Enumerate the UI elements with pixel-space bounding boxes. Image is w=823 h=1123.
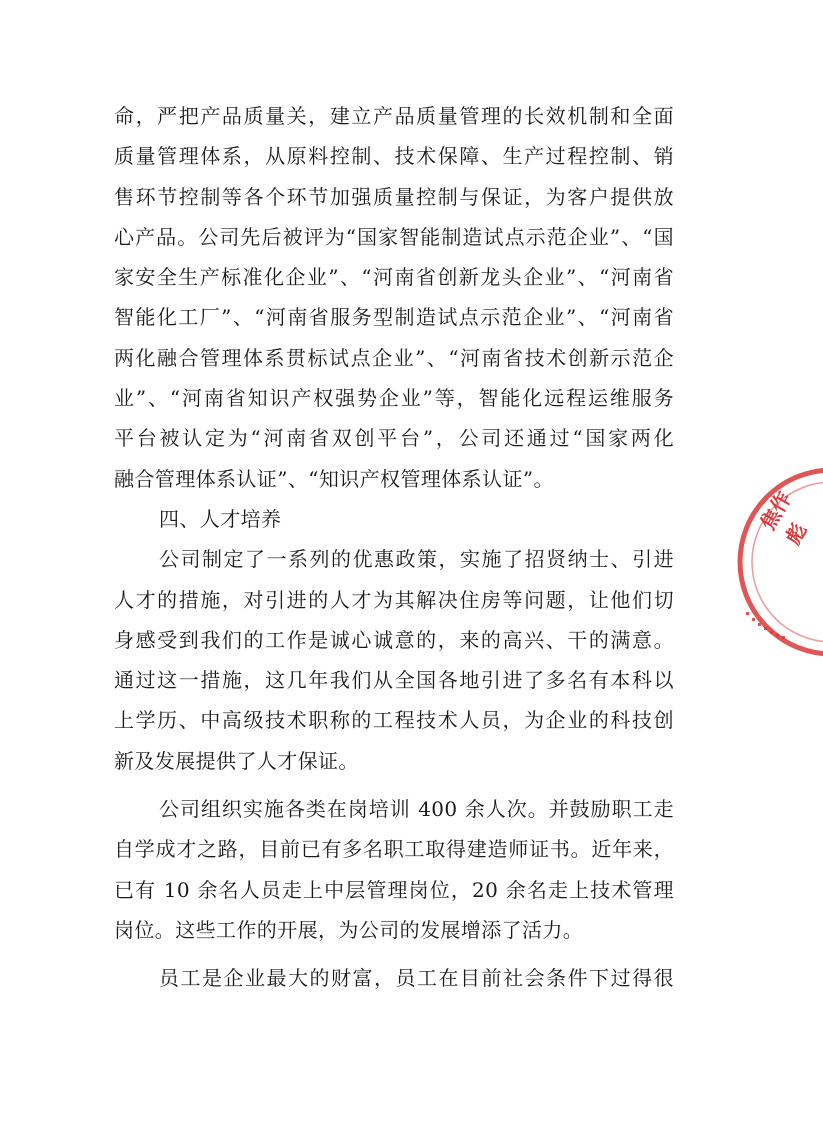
- paragraph-line: 融合管理体系认证”、“知识产权管理体系认证”。: [114, 466, 554, 491]
- paragraph-spacer: [114, 950, 674, 958]
- paragraph-line: 员工是企业最大的财富，员工在目前社会条件下过得很: [159, 966, 674, 991]
- section-heading: 四、人才培养: [159, 506, 282, 531]
- paragraph-line: 平台被认定为“河南省双创平台”，公司还通过“国家两化: [114, 426, 674, 451]
- paragraph-line: 心产品。公司先后被评为“国家智能制造试点示范企业”、“国: [114, 224, 674, 249]
- paragraph-line: 人才的措施，对引进的人才为其解决住房等问题，让他们切: [114, 587, 674, 612]
- paragraph-line: 自学成才之路，目前已有多名职工取得建造师证书。近年来，: [114, 837, 674, 862]
- paragraph-line: 公司组织实施各类在岗培训 400 余人次。并鼓励职工走: [159, 797, 674, 822]
- body-text: [114, 96, 674, 999]
- paragraph-line: 已有 10 余名人员走上中层管理岗位，20 余名走上技术管理: [114, 877, 674, 902]
- paragraph-line: 新及发展提供了人才保证。: [114, 748, 359, 773]
- paragraph-line: 上学历、中高级技术职称的工程技术人员，为企业的科技创: [114, 708, 674, 733]
- paragraph-line: 售环节控制等各个环节加强质量控制与保证，为客户提供放: [114, 184, 674, 209]
- paragraph-spacer: [114, 781, 674, 789]
- paragraph-line: 身感受到我们的工作是诚心诚意的，来的高兴、干的满意。: [114, 627, 674, 652]
- paragraph-line: 智能化工厂”、“河南省服务型制造试点示范企业”、“河南省: [114, 305, 674, 330]
- paragraph-line: 家安全生产标准化企业”、“河南省创新龙头企业”、“河南省: [114, 265, 674, 290]
- paragraph-line: 质量管理体系，从原料控制、技术保障、生产过程控制、销: [114, 144, 674, 169]
- seal-text: 焦作彪: [755, 487, 812, 549]
- paragraph-line: 公司制定了一系列的优惠政策，实施了招贤纳士、引进: [159, 547, 674, 572]
- paragraph-line: 通过这一措施，这几年我们从全国各地引进了多名有本科以: [114, 668, 674, 693]
- paragraph-line: 命，严把产品质量关，建立产品质量管理的长效机制和全面: [114, 104, 674, 128]
- paragraph-line: 两化融合管理体系贯标试点企业”、“河南省技术创新示范企: [114, 345, 674, 370]
- paragraph-line: 岗位。这些工作的开展，为公司的发展增添了活力。: [114, 917, 584, 942]
- paragraph-line: 业”、“河南省知识产权强势企业”等，智能化远程运维服务: [114, 386, 674, 411]
